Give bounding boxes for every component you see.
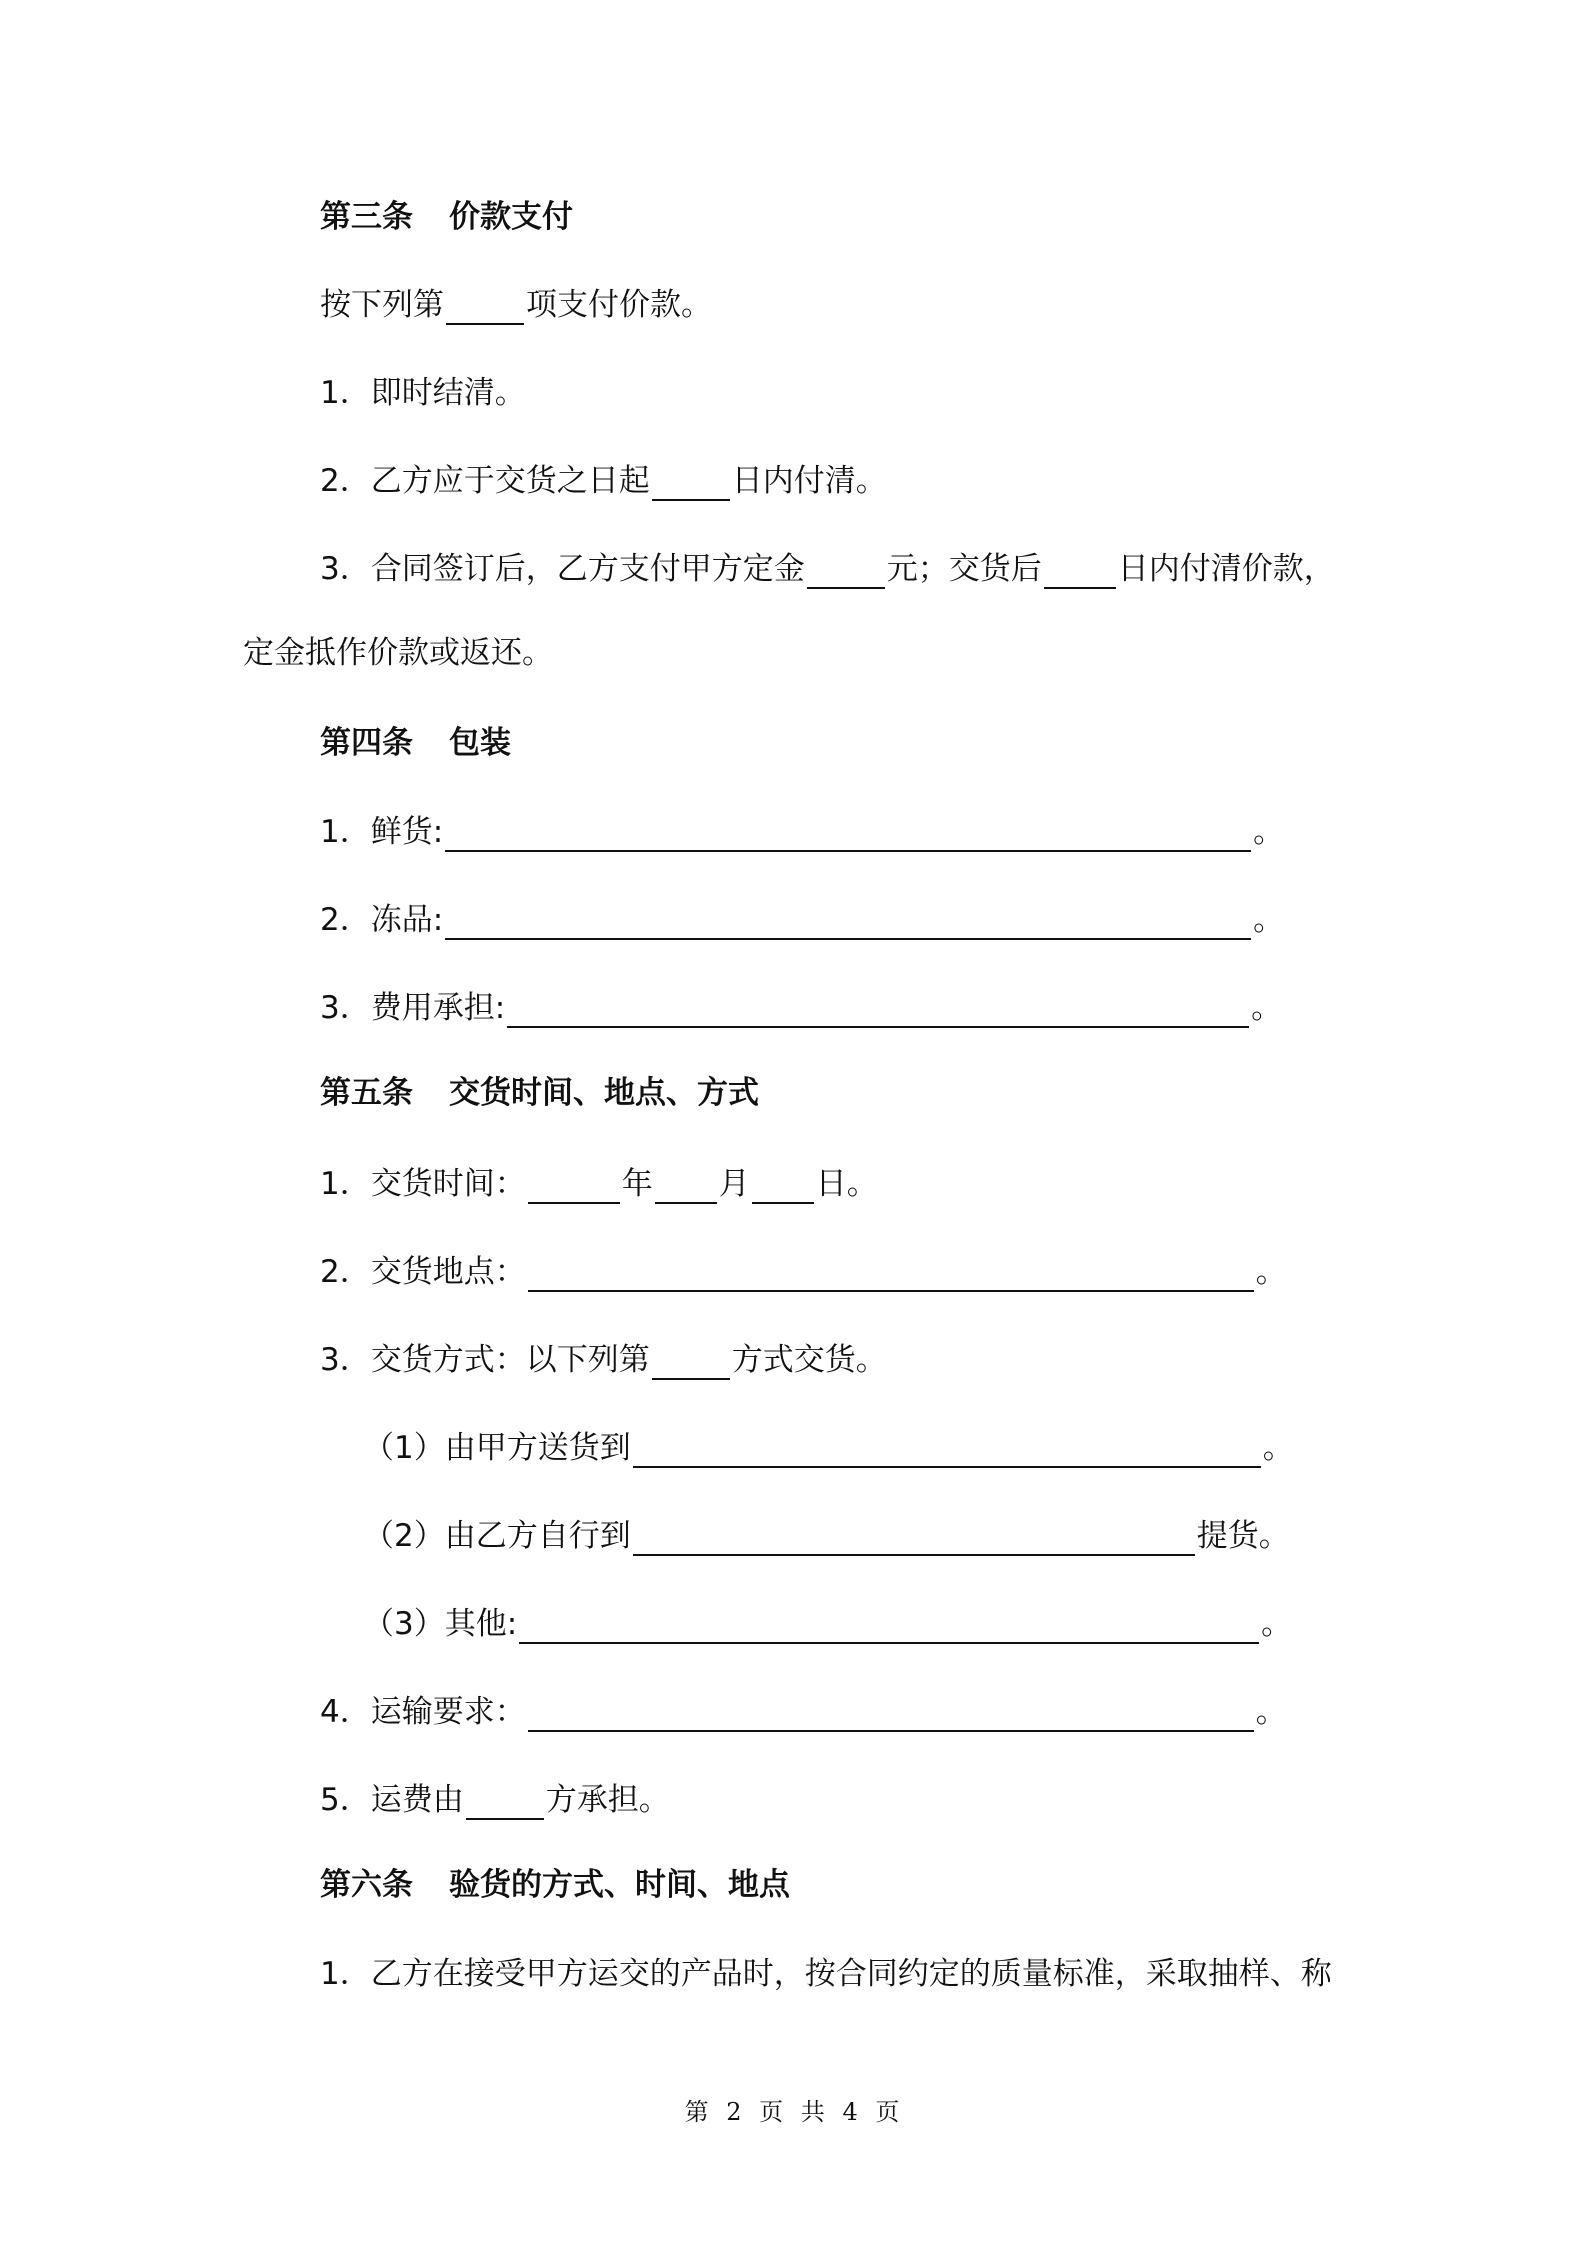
blank-field[interactable] (528, 1256, 1254, 1292)
blank-field[interactable] (519, 1608, 1259, 1644)
delivery-time: 1．交货时间： 年 月 日。 (320, 1166, 878, 1202)
blank-field[interactable] (445, 816, 1251, 852)
inspection-item-1: 1．乙方在接受甲方运交的产品时，按合同约定的质量标准，采取抽样、称 (320, 1956, 1332, 1992)
blank-field[interactable] (466, 1784, 544, 1820)
delivery-option-2: （2）由乙方自行到 提货。 (363, 1518, 1290, 1554)
payment-item-1: 1．即时结清。 (320, 375, 526, 411)
article-title: 验货的方式、时间、地点 (449, 1867, 790, 1903)
blank-field[interactable] (652, 1344, 730, 1380)
blank-field[interactable] (633, 1520, 1195, 1556)
article-4-heading (320, 723, 511, 763)
article-number: 第六条 (320, 1867, 413, 1903)
packaging-frozen: 2．冻品: 。 (320, 902, 1285, 938)
delivery-option-3: （3）其他: 。 (363, 1606, 1293, 1642)
article-6-heading (320, 1865, 790, 1905)
packaging-fresh: 1．鲜货: 。 (320, 814, 1285, 850)
article-5-heading (320, 1073, 759, 1113)
packaging-cost: 3．费用承担: 。 (320, 990, 1283, 1026)
article-number: 第五条 (320, 1075, 413, 1111)
blank-field[interactable] (652, 465, 730, 501)
blank-field[interactable] (1044, 553, 1116, 589)
payment-item-3: 3．合同签订后，乙方支付甲方定金 元；交货后 日内付清价款， (320, 551, 1335, 587)
blank-field[interactable] (528, 1168, 620, 1204)
payment-intro: 按下列第 项支付价款。 (320, 287, 712, 323)
article-title: 交货时间、地点、方式 (449, 1075, 759, 1111)
blank-field[interactable] (633, 1432, 1261, 1468)
blank-field[interactable] (507, 992, 1249, 1028)
blank-field[interactable] (445, 904, 1251, 940)
delivery-option-1: （1）由甲方送货到 。 (363, 1430, 1294, 1466)
freight-responsibility: 5．运费由 方承担。 (320, 1782, 670, 1818)
blank-field[interactable] (752, 1168, 814, 1204)
article-3-heading (320, 197, 573, 237)
page-footer: 第 2 页 共 4 页 (684, 2098, 902, 2126)
blank-field[interactable] (528, 1696, 1254, 1732)
article-number: 第三条 (320, 199, 413, 235)
article-title: 包装 (449, 725, 511, 761)
blank-field[interactable] (446, 289, 524, 325)
blank-field[interactable] (807, 553, 885, 589)
payment-item-3-continued: 定金抵作价款或返还。 (243, 635, 553, 671)
article-number: 第四条 (320, 725, 413, 761)
delivery-place: 2．交货地点： 。 (320, 1254, 1287, 1290)
blank-field[interactable] (655, 1168, 717, 1204)
transport-requirements: 4．运输要求： 。 (320, 1694, 1287, 1730)
payment-item-2: 2．乙方应于交货之日起 日内付清。 (320, 463, 887, 499)
delivery-method: 3．交货方式：以下列第 方式交货。 (320, 1342, 887, 1378)
article-title: 价款支付 (449, 199, 573, 235)
